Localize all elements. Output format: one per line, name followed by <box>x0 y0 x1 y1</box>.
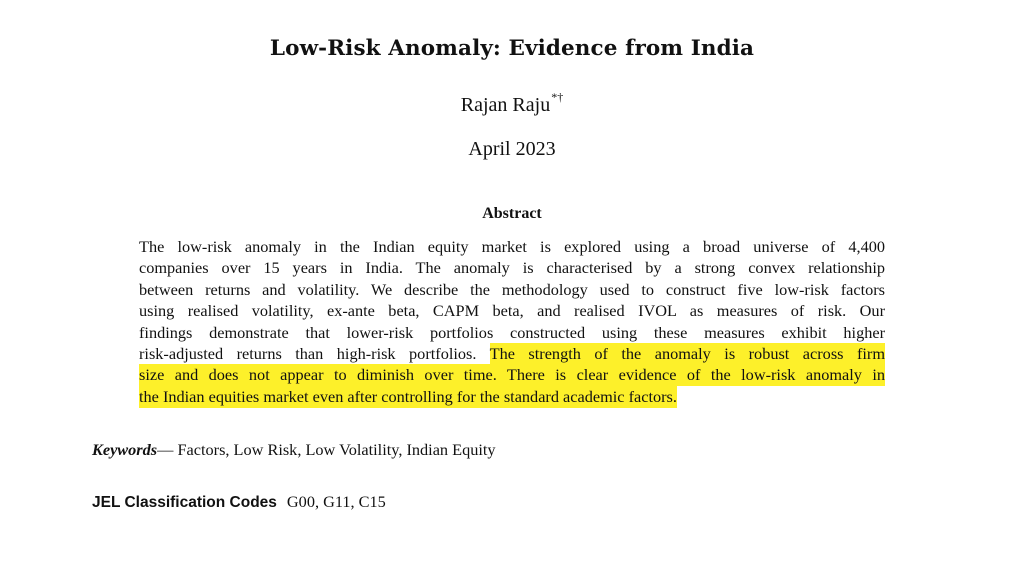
highlighted-text: The strength of the anomaly is robust across firm <box>489 344 886 364</box>
highlighted-text: the Indian equities market even after controlling for the standard academic factors. <box>139 386 677 406</box>
abstract-text: findings demonstrate that lower-risk portfolios constructed using these measures exhibit higher <box>139 322 885 342</box>
keywords-label: Keywords <box>92 440 158 459</box>
jel-codes-line <box>92 492 386 512</box>
keywords-line <box>92 440 496 460</box>
jel-codes: G00, G11, C15 <box>286 492 386 511</box>
keywords-separator: — <box>157 440 174 459</box>
abstract-line <box>139 300 885 321</box>
author-name-text: Rajan Raju <box>460 94 551 116</box>
author-name <box>0 90 1024 117</box>
abstract-line <box>139 257 885 278</box>
publication-date: April 2023 <box>468 138 556 160</box>
author-footnote-marks: *† <box>551 90 564 104</box>
abstract-text: between returns and volatility. We describe the methodology used to construct five low-risk factors <box>139 279 885 299</box>
keywords-text: Factors, Low Risk, Low Volatility, Indian Equity <box>177 440 496 459</box>
abstract-text: risk-adjusted returns than high-risk portfolios. <box>139 344 477 364</box>
paper-title: Low-Risk Anomaly: Evidence from India <box>269 36 755 61</box>
abstract-line <box>139 236 885 257</box>
abstract-heading: Abstract <box>482 205 542 222</box>
highlighted-text: size and does not appear to diminish over time. There is clear evidence of the low-risk anomaly in <box>139 365 885 385</box>
abstract-text: companies over 15 years in India. The anomaly is characterised by a strong convex relationship <box>139 258 885 278</box>
abstract-text: using realised volatility, ex-ante beta, CAPM beta, and realised IVOL as measures of risk. Our <box>139 301 885 321</box>
abstract-body <box>139 236 885 407</box>
jel-label: JEL Classification Codes <box>92 494 277 511</box>
abstract-line <box>139 279 885 300</box>
abstract-line <box>139 322 885 343</box>
abstract-line <box>139 386 885 407</box>
abstract-line <box>139 343 885 364</box>
abstract-text: The low-risk anomaly in the Indian equity market is explored using a broad universe of 4,400 <box>139 237 885 256</box>
abstract-line <box>139 364 885 385</box>
